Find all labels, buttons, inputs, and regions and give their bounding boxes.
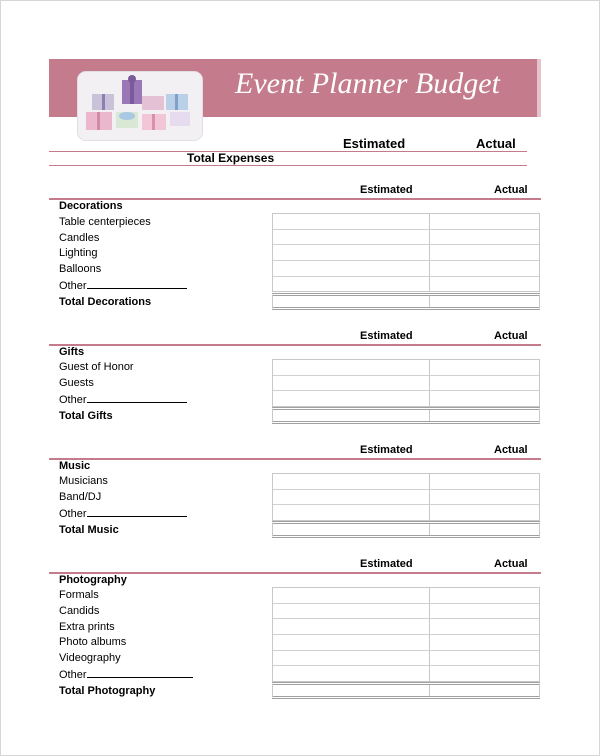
summary-divider-bottom xyxy=(49,165,527,166)
list-item: Photo albums xyxy=(59,636,127,648)
music-total-cells[interactable] xyxy=(272,521,540,538)
list-item: Candles xyxy=(59,232,100,244)
table-row[interactable] xyxy=(273,588,539,604)
table-row[interactable] xyxy=(273,635,539,651)
table-row[interactable] xyxy=(273,230,539,246)
table-row[interactable] xyxy=(273,245,539,261)
other-label: Other xyxy=(59,508,87,520)
decorations-divider xyxy=(49,198,541,200)
total-expenses-label: Total Expenses xyxy=(187,151,275,165)
other-label: Other xyxy=(59,394,87,406)
list-item: Videography xyxy=(59,652,121,664)
table-row[interactable] xyxy=(273,505,539,521)
gifts-actual-header: Actual xyxy=(494,330,528,342)
summary-divider-top xyxy=(49,151,527,152)
decorations-total-cells[interactable] xyxy=(272,293,540,310)
gifts-divider xyxy=(49,344,541,346)
other-write-in-line xyxy=(87,507,187,517)
other-write-in-line xyxy=(87,393,187,403)
other-write-in-line xyxy=(87,668,193,678)
table-row[interactable] xyxy=(273,261,539,277)
list-item: Lighting xyxy=(59,247,98,259)
table-row[interactable] xyxy=(273,666,539,682)
table-row[interactable] xyxy=(273,277,539,293)
music-divider xyxy=(49,458,541,460)
table-row[interactable] xyxy=(273,391,539,407)
table-row[interactable] xyxy=(273,474,539,490)
photography-entry-grid[interactable] xyxy=(272,587,540,682)
gift-boxes-photo xyxy=(77,71,203,141)
other-label: Other xyxy=(59,669,87,681)
list-item-other xyxy=(59,393,187,406)
summary-actual-header: Actual xyxy=(476,136,516,151)
music-estimated-header: Estimated xyxy=(360,444,413,456)
table-row[interactable] xyxy=(273,376,539,392)
list-item: Guest of Honor xyxy=(59,361,134,373)
table-row[interactable] xyxy=(273,360,539,376)
total-gifts-label: Total Gifts xyxy=(59,410,113,422)
list-item-other xyxy=(59,507,187,520)
list-item: Balloons xyxy=(59,263,102,275)
page-title: Event Planner Budget xyxy=(235,67,500,100)
decorations-title: Decorations xyxy=(59,200,123,212)
music-title: Music xyxy=(59,460,91,472)
gifts-title: Gifts xyxy=(59,346,85,358)
list-item: Candids xyxy=(59,605,100,617)
decorations-actual-header: Actual xyxy=(494,184,528,196)
gifts-total-cells[interactable] xyxy=(272,407,540,424)
photography-total-cells[interactable] xyxy=(272,682,540,699)
photography-title: Photography xyxy=(59,574,127,586)
table-row[interactable] xyxy=(273,651,539,667)
gifts-estimated-header: Estimated xyxy=(360,330,413,342)
gifts-entry-grid[interactable] xyxy=(272,359,540,407)
list-item-other xyxy=(59,668,193,681)
photography-actual-header: Actual xyxy=(494,558,528,570)
table-row[interactable] xyxy=(273,604,539,620)
decorations-entry-grid[interactable] xyxy=(272,213,540,292)
list-item: Musicians xyxy=(59,475,108,487)
list-item: Band/DJ xyxy=(59,491,102,503)
total-decorations-label: Total Decorations xyxy=(59,296,152,308)
total-music-label: Total Music xyxy=(59,524,119,536)
list-item: Formals xyxy=(59,589,99,601)
music-actual-header: Actual xyxy=(494,444,528,456)
photography-estimated-header: Estimated xyxy=(360,558,413,570)
other-label: Other xyxy=(59,280,87,292)
list-item: Table centerpieces xyxy=(59,216,151,228)
table-row[interactable] xyxy=(273,490,539,506)
summary-estimated-header: Estimated xyxy=(343,136,406,151)
banner-shadow xyxy=(537,59,541,117)
table-row[interactable] xyxy=(273,214,539,230)
list-item-other xyxy=(59,279,187,292)
music-entry-grid[interactable] xyxy=(272,473,540,521)
other-write-in-line xyxy=(87,279,187,289)
decorations-estimated-header: Estimated xyxy=(360,184,413,196)
total-photography-label: Total Photography xyxy=(59,685,156,697)
gift-boxes-icon xyxy=(78,72,202,140)
table-row[interactable] xyxy=(273,619,539,635)
list-item: Guests xyxy=(59,377,94,389)
list-item: Extra prints xyxy=(59,621,115,633)
